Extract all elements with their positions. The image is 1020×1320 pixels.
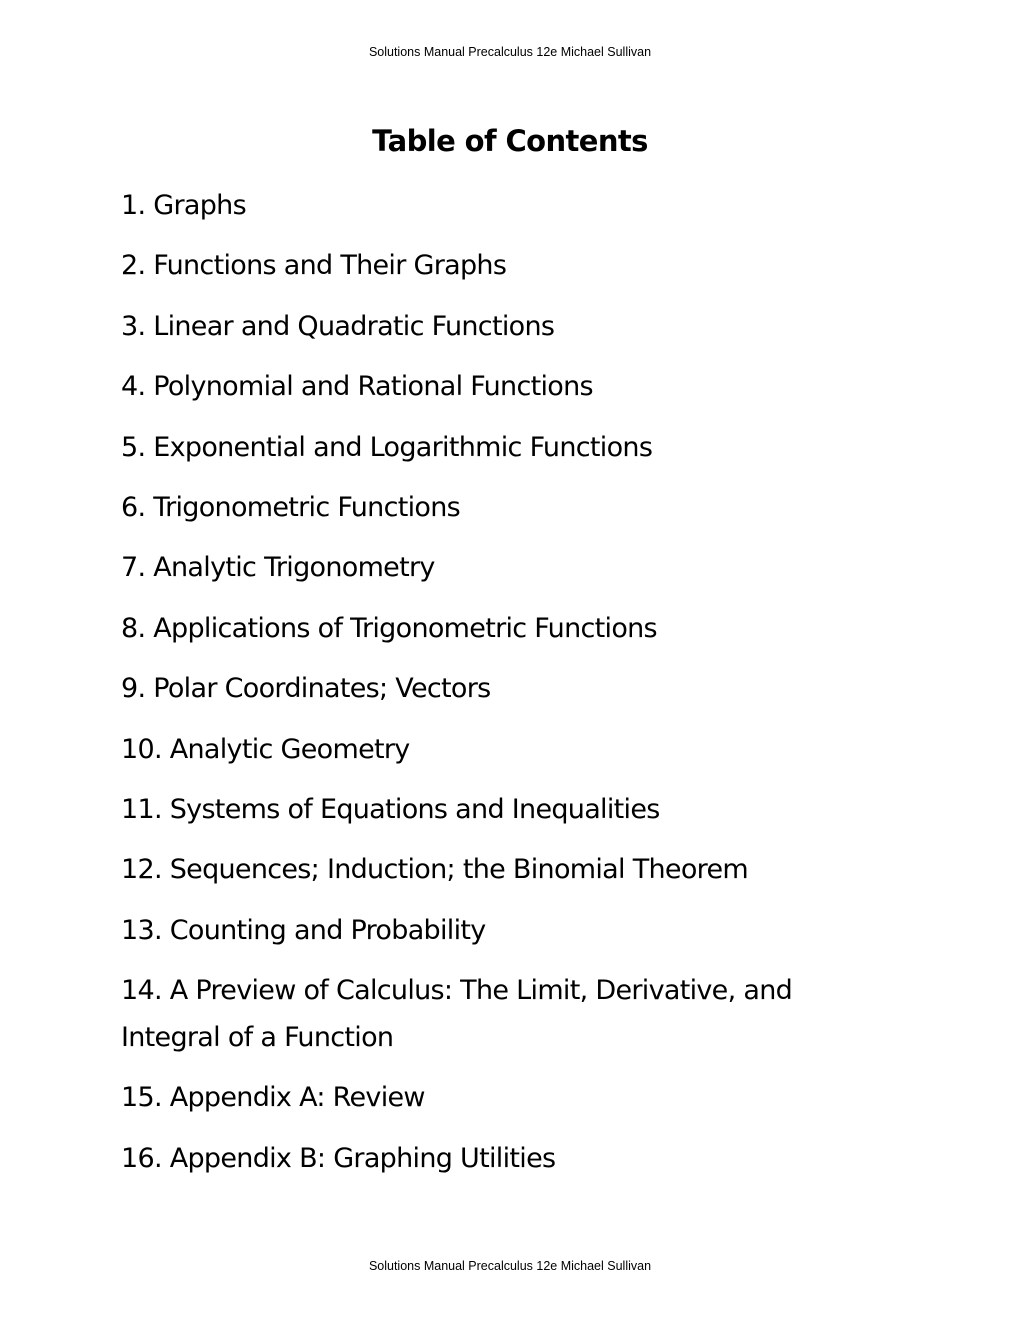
toc-entry-2: 2. Functions and Their Graphs [121, 250, 507, 282]
toc-entry-10: 10. Analytic Geometry [121, 733, 410, 765]
toc-entry-5: 5. Exponential and Logarithmic Functions [121, 431, 653, 463]
toc-entry-4: 4. Polynomial and Rational Functions [121, 371, 593, 403]
toc-entry-15: 15. Appendix A: Review [121, 1082, 425, 1114]
table-of-contents-list [121, 182, 881, 1195]
toc-entry-1: 1. Graphs [121, 190, 246, 221]
toc-entry-3: 3. Linear and Quadratic Functions [121, 310, 555, 342]
toc-entry-6: 6. Trigonometric Functions [121, 491, 460, 523]
toc-entry-14: 14. A Preview of Calculus: The Limit, Derivative, and Integral of a Function [121, 975, 793, 1054]
page-title: Table of Contents [372, 124, 648, 158]
toc-entry-7: 7. Analytic Trigonometry [121, 552, 435, 584]
toc-entry-9: 9. Polar Coordinates; Vectors [121, 673, 491, 705]
running-header: Solutions Manual Precalculus 12e Michael Sullivan [368, 45, 652, 59]
running-footer: Solutions Manual Precalculus 12e Michael Sullivan [368, 1259, 652, 1273]
toc-entry-13: 13. Counting and Probability [121, 914, 486, 946]
toc-entry-12: 12. Sequences; Induction; the Binomial Theorem [121, 854, 748, 886]
toc-entry-16: 16. Appendix B: Graphing Utilities [121, 1142, 556, 1174]
toc-entry-8: 8. Applications of Trigonometric Functions [121, 612, 657, 644]
toc-entry-11: 11. Systems of Equations and Inequalities [121, 793, 660, 825]
